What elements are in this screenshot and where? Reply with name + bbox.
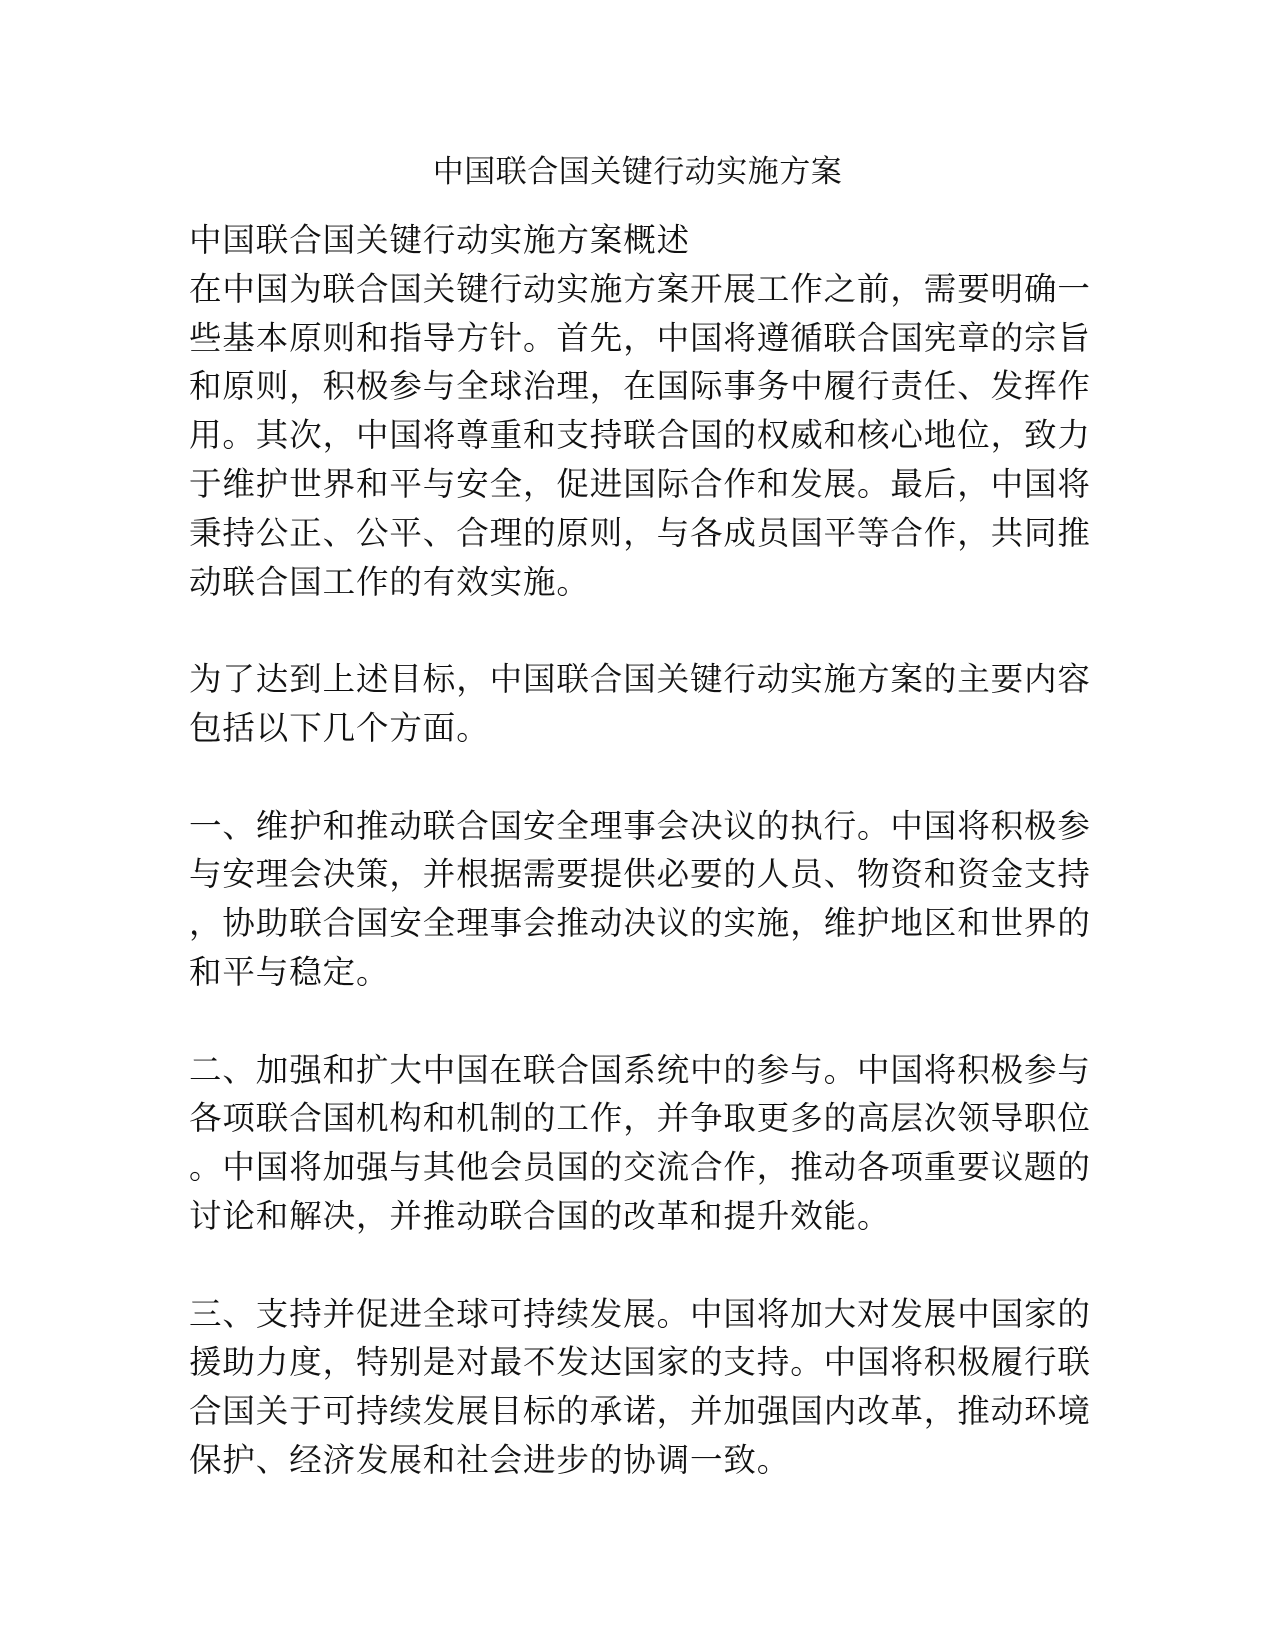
paragraph-line: 。中国将加强与其他会员国的交流合作，推动各项重要议题的 (189, 1148, 1091, 1187)
paragraph-1 (189, 265, 1089, 607)
section-heading: 中国联合国关键行动实施方案概述 (189, 221, 691, 259)
paragraph-line: 用。其次，中国将尊重和支持联合国的权威和核心地位，致力 (189, 416, 1091, 455)
paragraph-line: 一、维护和推动联合国安全理事会决议的执行。中国将积极参 (189, 806, 1091, 845)
paragraph-line: 动联合国工作的有效实施。 (189, 562, 590, 601)
paragraph-line: 和原则，积极参与全球治理，在国际事务中履行责任、发挥作 (189, 367, 1091, 406)
paragraph-line: 各项联合国机构和机制的工作，并争取更多的高层次领导职位 (189, 1099, 1091, 1138)
paragraph-line: 保护、经济发展和社会进步的协调一致。 (189, 1440, 791, 1479)
paragraph-line: 二、加强和扩大中国在联合国系统中的参与。中国将积极参与 (189, 1050, 1091, 1089)
paragraph-line: 秉持公正、公平、合理的原则，与各成员国平等合作，共同推 (189, 513, 1091, 552)
paragraph-line: ，协助联合国安全理事会推动决议的实施，维护地区和世界的 (189, 904, 1091, 943)
paragraph-line: 为了达到上述目标，中国联合国关键行动实施方案的主要内容 (189, 660, 1091, 699)
paragraph-gap (189, 606, 1089, 655)
paragraph-gap (189, 1241, 1089, 1290)
paragraph-line: 讨论和解决，并推动联合国的改革和提升效能。 (189, 1196, 891, 1235)
paragraph-line: 合国关于可持续发展目标的承诺，并加强国内改革，推动环境 (189, 1392, 1091, 1431)
paragraph-line: 在中国为联合国关键行动实施方案开展工作之前，需要明确一 (189, 269, 1091, 308)
paragraph-line: 包括以下几个方面。 (189, 708, 490, 747)
paragraph-5 (189, 1290, 1089, 1485)
paragraph-line: 于维护世界和平与安全，促进国际合作和发展。最后，中国将 (189, 464, 1091, 503)
paragraph-line: 援助力度，特别是对最不发达国家的支持。中国将积极履行联 (189, 1343, 1091, 1382)
paragraph-line: 些基本原则和指导方针。首先，中国将遵循联合国宪章的宗旨 (189, 318, 1091, 357)
paragraph-line: 与安理会决策，并根据需要提供必要的人员、物资和资金支持 (189, 855, 1091, 894)
paragraph-gap (189, 997, 1089, 1046)
document-body (189, 216, 1089, 1485)
paragraph-2 (189, 655, 1089, 753)
paragraph-line: 和平与稳定。 (189, 952, 390, 991)
paragraph-gap (189, 753, 1089, 802)
paragraph-3 (189, 802, 1089, 997)
paragraph-4 (189, 1046, 1089, 1241)
paragraph-line: 三、支持并促进全球可持续发展。中国将加大对发展中国家的 (189, 1294, 1091, 1333)
document-title: 中国联合国关键行动实施方案 (432, 154, 843, 190)
